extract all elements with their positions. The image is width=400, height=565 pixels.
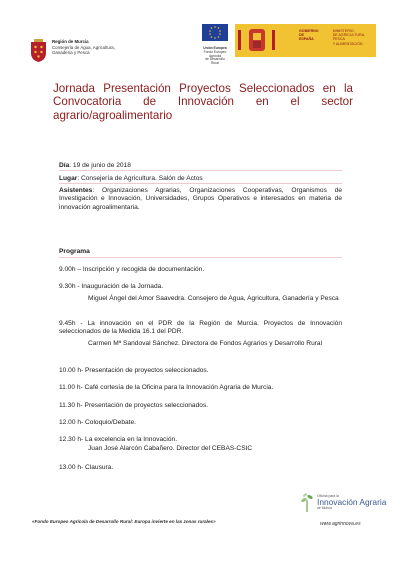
program-text: – Inscripción y recogida de documentación. bbox=[75, 266, 205, 273]
program-item bbox=[59, 266, 342, 274]
program-item bbox=[59, 320, 342, 337]
program-item bbox=[59, 283, 342, 291]
asistentes-label: Asistentes bbox=[59, 187, 93, 194]
footer-feader-motto: «Fondo Europeo Agrícola de Desarrollo Rural: Europa invierte en las zonas rurales» bbox=[32, 519, 216, 524]
gobierno-line1: GOBIERNO bbox=[299, 29, 319, 33]
divider bbox=[59, 183, 342, 184]
innov-big: Innovación Agraria bbox=[317, 496, 387, 507]
coat-of-arms-icon bbox=[235, 24, 279, 57]
programa-heading: Programa bbox=[59, 248, 90, 255]
program-item bbox=[59, 436, 342, 444]
lugar-label: Lugar bbox=[59, 175, 78, 182]
eu-flag-icon bbox=[202, 24, 228, 41]
eu-line1: Unión Europea bbox=[203, 46, 227, 50]
dia-label: Día bbox=[59, 162, 70, 169]
program-time: 11.00 h bbox=[59, 384, 81, 391]
program-text: - Inauguración de la Jornada. bbox=[75, 283, 164, 290]
program-speaker: Carmen Mª Sandoval Sánchez. Directora de Fondos Agrarios y Desarrollo Rural bbox=[88, 340, 323, 347]
program-text: - Clausura. bbox=[81, 464, 114, 471]
program-time: 12.00 h bbox=[59, 419, 81, 426]
program-time: 11.30 h bbox=[59, 402, 81, 409]
program-item bbox=[59, 464, 342, 472]
eu-line3: de Desarrollo Rural bbox=[205, 57, 225, 66]
program-text: - Coloquio/Debate. bbox=[81, 419, 136, 426]
murcia-shield-icon bbox=[30, 39, 47, 63]
program-item bbox=[59, 402, 342, 410]
gobierno-text bbox=[279, 24, 376, 57]
ministry-line1: MINISTERIO bbox=[332, 29, 354, 33]
plant-icon bbox=[300, 491, 314, 513]
spain-coat-of-arms bbox=[235, 24, 279, 57]
murcia-line2: Consejería de Agua, Agricultura, bbox=[52, 44, 115, 50]
innov-small1: Oficina para la bbox=[317, 493, 339, 498]
innov-small2: de Murcia bbox=[317, 506, 332, 511]
program-speaker: Miguel Ángel del Amor Saavedra. Consejero de Agua, Agricultura, Ganadería y Pesca bbox=[88, 295, 339, 302]
program-time: 10.00 h bbox=[59, 367, 81, 374]
asistentes-value: : Organizaciones Agrarias, Organizaciones Cooperativas, Organismos de Investigación e Innovación, Universidades, Grupos Operativos e interesados en materia de innovación agroalimentaria. bbox=[59, 187, 342, 211]
murcia-logo bbox=[30, 39, 115, 63]
dia-value: : 19 de junio de 2018 bbox=[69, 162, 131, 169]
program-time: 9.00h bbox=[59, 266, 76, 273]
detail-asistentes bbox=[59, 187, 342, 212]
gobierno-line2: DE ESPAÑA bbox=[299, 33, 314, 42]
ministry-line3: Y ALIMENTACIÓN bbox=[332, 41, 363, 46]
program-time: 13.00 h bbox=[59, 464, 81, 471]
program-item bbox=[59, 367, 342, 375]
document-title: Jornada Presentación Proyectos Seleccionados en la Convocatoria de Innovación en el sector agrario/agroalimentario bbox=[53, 82, 353, 122]
program-time: 9.30h bbox=[59, 283, 76, 290]
lugar-value: : Consejería de Agricultura. Salón de Actos bbox=[77, 175, 203, 182]
gobierno-logo bbox=[235, 24, 376, 57]
program-time: 9.45h bbox=[59, 320, 76, 327]
innovacion-agraria-logo bbox=[300, 491, 386, 513]
ministry-line2: DE AGRICULTURA, PESCA bbox=[332, 33, 365, 42]
divider bbox=[59, 170, 342, 171]
murcia-line1: Región de Murcia bbox=[52, 39, 89, 44]
program-text: - La excelencia en la Innovación. bbox=[81, 436, 178, 443]
program-text: - Café cortesía de la Oficina para la Innovación Agraria de Murcia. bbox=[80, 384, 274, 391]
program-item bbox=[59, 419, 342, 427]
murcia-line3: Ganadería y Pesca bbox=[52, 50, 90, 56]
footer-url: www.agrinnova.es bbox=[320, 521, 361, 527]
program-speaker: Juan José Alarcón Cabañero. Director del CEBAS-CSIC bbox=[88, 445, 253, 452]
eu-logo bbox=[201, 24, 229, 66]
program-text: - Presentación de proyectos seleccionados. bbox=[80, 402, 209, 409]
divider bbox=[59, 257, 342, 258]
program-text: - Presentación de proyectos seleccionados. bbox=[81, 367, 209, 374]
program-time: 12.30 h bbox=[59, 436, 81, 443]
program-item bbox=[59, 384, 349, 392]
eu-line2: Fondo Europeo Agrícola bbox=[203, 49, 227, 58]
program-text: - La innovación en el PDR de la Región de Murcia. Proyectos de Innovación seleccionados de la Medida 16.1 del PDR. bbox=[59, 320, 342, 336]
